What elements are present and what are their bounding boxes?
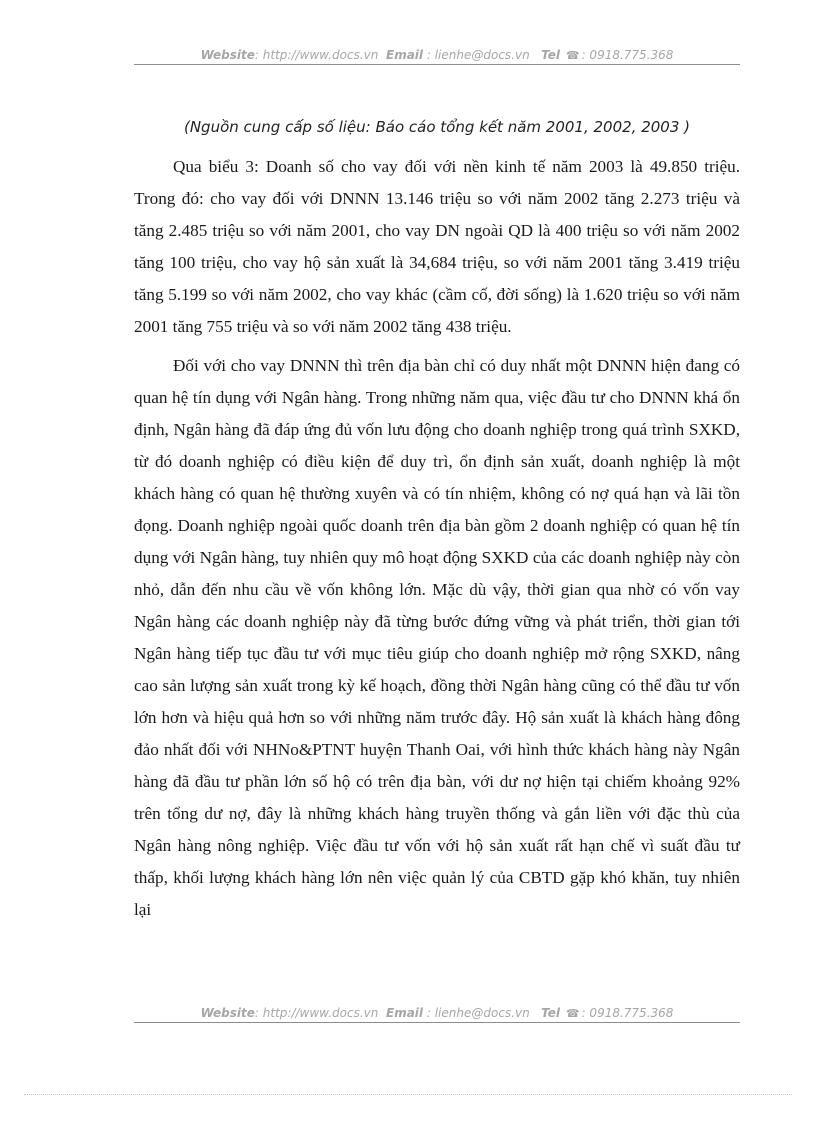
tel-value: : 0918.775.368 [581, 1006, 674, 1020]
page-footer [134, 1006, 740, 1023]
page-bottom-divider [24, 1094, 792, 1095]
paragraph: Đối với cho vay DNNN thì trên địa bàn chỉ có duy nhất một DNNN hiện đang có quan hệ tín dụng với Ngân hàng. Trong những năm qua, việc đầu tư cho DNNN khá ổn định, Ngân hàng đã đáp ứng đủ vốn lưu động cho doanh nghiệp trong quá trình SXKD, từ đó doanh nghiệp có điều kiện để duy trì, ổn định sản xuất, doanh nghiệp là một khách hàng có quan hệ thường xuyên và có tín nhiệm, không có nợ quá hạn và lãi tồn đọng. Doanh nghiệp ngoài quốc doanh trên địa bàn gồm 2 doanh nghiệp có quan hệ tín dụng với Ngân hàng, tuy nhiên quy mô hoạt động SXKD của các doanh nghiệp này còn nhỏ, dẫn đến nhu cầu về vốn không lớn. Mặc dù vậy, thời gian qua nhờ có vốn vay Ngân hàng các doanh nghiệp này đã từng bước đứng vững và phát triển, thời gian tới Ngân hàng tiếp tục đầu tư với mục tiêu giúp cho doanh nghiệp mở rộng SXKD, nâng cao sản lượng sản xuất trong kỳ kế hoạch, đồng thời Ngân hàng cũng có thể đầu tư vốn lớn hơn và hiệu quả hơn so với những năm trước đây. Hộ sản xuất là khách hàng đông đảo nhất đối với NHNo&PTNT huyện Thanh Oai, với hình thức khách hàng này Ngân hàng đã đầu tư phần lớn số hộ có trên địa bàn, với dư nợ hiện tại chiếm khoảng 92% trên tổng dư nợ, đây là những khách hàng truyền thống và gắn liền với đặc thù của Ngân hàng nông nghiệp. Việc đầu tư vốn với hộ sản xuất rất hạn chế vì suất đầu tư thấp, khối lượng khách hàng lớn nên việc quản lý của CBTD gặp khó khăn, tuy nhiên lại [134, 356, 740, 919]
website-label: Website [200, 48, 255, 62]
tel-label: Tel [541, 48, 561, 62]
email-value: : lienhe@docs.vn [426, 48, 530, 62]
email-label: Email [386, 1006, 424, 1020]
tel-value: : 0918.775.368 [581, 48, 674, 62]
email-label: Email [386, 48, 424, 62]
website-url: : http://www.docs.vn [254, 1006, 379, 1020]
phone-icon: ☎ [565, 1007, 580, 1020]
paragraph: Qua biểu 3: Doanh số cho vay đối với nền kinh tế năm 2003 là 49.850 triệu. Trong đó: cho vay đối với DNNN 13.146 triệu so với năm 2002 tăng 2.273 triệu và tăng 2.485 triệu so với năm 2001, cho vay DN ngoài QD là 400 triệu so với năm 2002 tăng 100 triệu, cho vay hộ sản xuất là 34,684 triệu, so với năm 2001 tăng 3.419 triệu tăng 5.199 so với năm 2002, cho vay khác (cầm cố, đời sống) là 1.620 triệu so với năm 2001 tăng 755 triệu và so với năm 2002 tăng 438 triệu. [134, 157, 740, 336]
website-url: : http://www.docs.vn [254, 48, 379, 62]
tel-label: Tel [541, 1006, 561, 1020]
website-label: Website [200, 1006, 255, 1020]
phone-icon: ☎ [565, 49, 580, 62]
document-body [134, 151, 740, 933]
page-header [134, 48, 740, 65]
email-value: : lienhe@docs.vn [426, 1006, 530, 1020]
source-note: (Nguồn cung cấp số liệu: Báo cáo tổng kết năm 2001, 2002, 2003 ) [183, 118, 690, 136]
